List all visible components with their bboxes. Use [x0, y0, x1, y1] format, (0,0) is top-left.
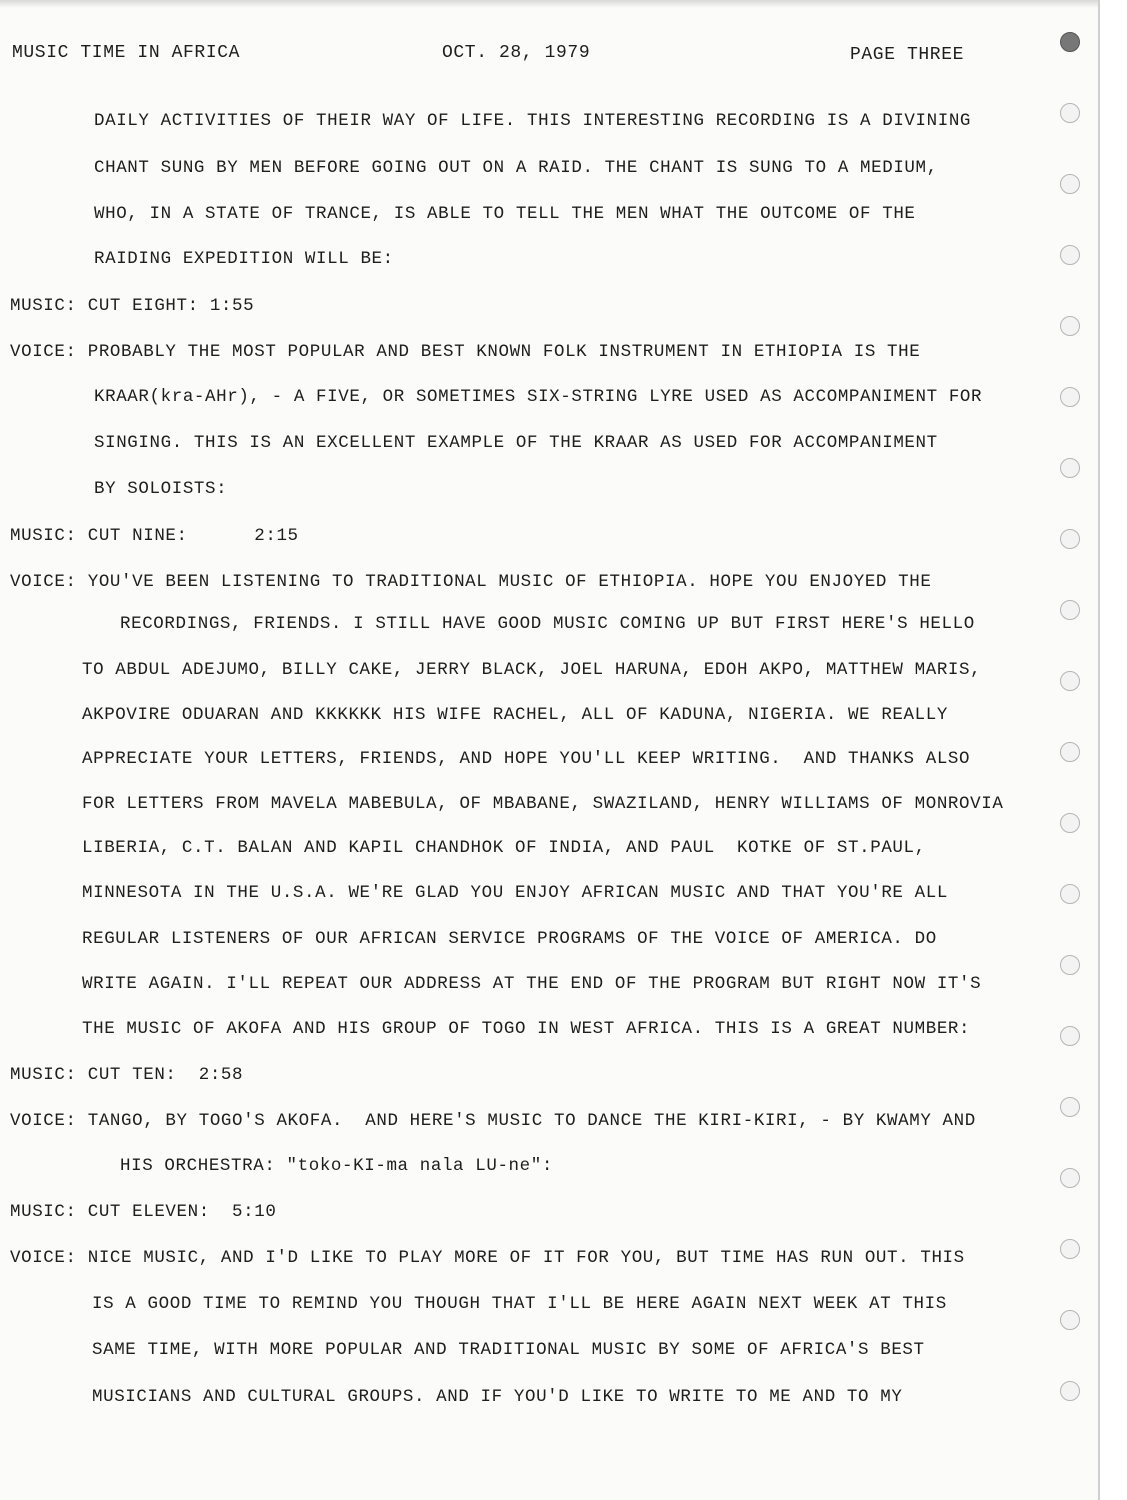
script-line: SINGING. THIS IS AN EXCELLENT EXAMPLE OF THE KRAAR AS USED FOR ACCOMPANIMENT	[94, 433, 938, 453]
script-line: VOICE: TANGO, BY TOGO'S AKOFA. AND HERE'S MUSIC TO DANCE THE KIRI-KIRI, - BY KWAMY AND	[10, 1111, 976, 1131]
feed-hole	[1060, 1168, 1080, 1188]
feed-hole	[1060, 1310, 1080, 1330]
program-title: MUSIC TIME IN AFRICA	[12, 43, 241, 63]
feed-hole	[1060, 458, 1080, 478]
script-line: MUSICIANS AND CULTURAL GROUPS. AND IF YOU'D LIKE TO WRITE TO ME AND TO MY	[92, 1387, 903, 1407]
script-line: RAIDING EXPEDITION WILL BE:	[94, 249, 394, 269]
script-line: IS A GOOD TIME TO REMIND YOU THOUGH THAT I'LL BE HERE AGAIN NEXT WEEK AT THIS	[92, 1294, 947, 1314]
feed-hole	[1060, 955, 1080, 975]
script-line: LIBERIA, C.T. BALAN AND KAPIL CHANDHOK OF INDIA, AND PAUL KOTKE OF ST.PAUL,	[82, 838, 926, 858]
feed-hole	[1060, 245, 1080, 265]
script-line: WHO, IN A STATE OF TRANCE, IS ABLE TO TELL THE MEN WHAT THE OUTCOME OF THE	[94, 204, 916, 224]
script-line: HIS ORCHESTRA: "toko-KI-ma nala LU-ne":	[120, 1156, 553, 1176]
script-line: CHANT SUNG BY MEN BEFORE GOING OUT ON A RAID. THE CHANT IS SUNG TO A MEDIUM,	[94, 158, 938, 178]
paper-top-edge	[0, 0, 1127, 8]
script-line: FOR LETTERS FROM MAVELA MABEBULA, OF MBABANE, SWAZILAND, HENRY WILLIAMS OF MONROVIA	[82, 794, 1004, 814]
script-line: MINNESOTA IN THE U.S.A. WE'RE GLAD YOU ENJOY AFRICAN MUSIC AND THAT YOU'RE ALL	[82, 883, 948, 903]
feed-hole	[1060, 671, 1080, 691]
script-line: MUSIC: CUT EIGHT: 1:55	[10, 296, 255, 316]
feed-hole	[1060, 884, 1080, 904]
script-line: RECORDINGS, FRIENDS. I STILL HAVE GOOD MUSIC COMING UP BUT FIRST HERE'S HELLO	[120, 614, 975, 634]
script-line: MUSIC: CUT NINE: 2:15	[10, 526, 299, 546]
script-line: DAILY ACTIVITIES OF THEIR WAY OF LIFE. THIS INTERESTING RECORDING IS A DIVINING	[94, 111, 972, 131]
feed-hole	[1060, 742, 1080, 762]
script-line: VOICE: NICE MUSIC, AND I'D LIKE TO PLAY MORE OF IT FOR YOU, BUT TIME HAS RUN OUT. THIS	[10, 1248, 965, 1268]
script-line: WRITE AGAIN. I'LL REPEAT OUR ADDRESS AT THE END OF THE PROGRAM BUT RIGHT NOW IT'S	[82, 974, 982, 994]
feed-hole	[1060, 316, 1080, 336]
feed-hole	[1060, 600, 1080, 620]
feed-hole	[1060, 1026, 1080, 1046]
feed-hole	[1060, 1381, 1080, 1401]
feed-hole	[1060, 32, 1080, 52]
script-line: REGULAR LISTENERS OF OUR AFRICAN SERVICE PROGRAMS OF THE VOICE OF AMERICA. DO	[82, 929, 937, 949]
script-line: TO ABDUL ADEJUMO, BILLY CAKE, JERRY BLACK, JOEL HARUNA, EDOH AKPO, MATTHEW MARIS,	[82, 660, 982, 680]
feed-hole	[1060, 813, 1080, 833]
script-line: MUSIC: CUT ELEVEN: 5:10	[10, 1202, 277, 1222]
feed-hole	[1060, 387, 1080, 407]
script-line: SAME TIME, WITH MORE POPULAR AND TRADITIONAL MUSIC BY SOME OF AFRICA'S BEST	[92, 1340, 925, 1360]
feed-hole	[1060, 103, 1080, 123]
feed-hole	[1060, 1097, 1080, 1117]
page-number: PAGE THREE	[850, 45, 965, 65]
script-line: BY SOLOISTS:	[94, 479, 228, 499]
broadcast-date: OCT. 28, 1979	[442, 43, 591, 63]
script-line: KRAAR(kra-AHr), - A FIVE, OR SOMETIMES SIX-STRING LYRE USED AS ACCOMPANIMENT FOR	[94, 387, 983, 407]
script-line: THE MUSIC OF AKOFA AND HIS GROUP OF TOGO IN WEST AFRICA. THIS IS A GREAT NUMBER:	[82, 1019, 971, 1039]
script-line: VOICE: PROBABLY THE MOST POPULAR AND BEST KNOWN FOLK INSTRUMENT IN ETHIOPIA IS THE	[10, 342, 921, 362]
tractor-feed-strip	[1098, 0, 1127, 1500]
script-line: AKPOVIRE ODUARAN AND KKKKKK HIS WIFE RACHEL, ALL OF KADUNA, NIGERIA. WE REALLY	[82, 705, 948, 725]
feed-hole	[1060, 1239, 1080, 1259]
feed-hole	[1060, 529, 1080, 549]
script-line: MUSIC: CUT TEN: 2:58	[10, 1065, 244, 1085]
script-line: VOICE: YOU'VE BEEN LISTENING TO TRADITIONAL MUSIC OF ETHIOPIA. HOPE YOU ENJOYED THE	[10, 572, 932, 592]
script-line: APPRECIATE YOUR LETTERS, FRIENDS, AND HOPE YOU'LL KEEP WRITING. AND THANKS ALSO	[82, 749, 971, 769]
feed-hole	[1060, 174, 1080, 194]
